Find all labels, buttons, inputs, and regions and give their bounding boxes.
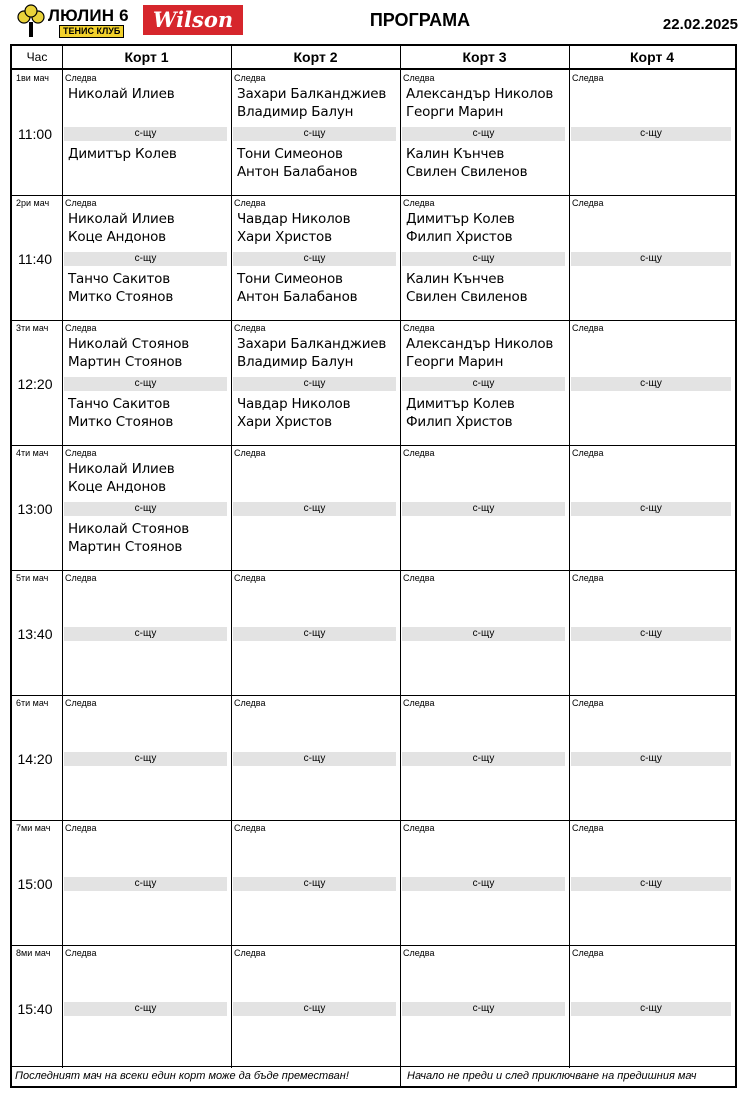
court-cell <box>400 195 569 320</box>
match-time: 11:40 <box>18 251 52 267</box>
player-name: Николай Илиев <box>68 211 175 227</box>
player-name: Танчо Сакитов <box>68 396 170 412</box>
player-name: Димитър Колев <box>68 146 177 162</box>
versus-label: с-щу <box>402 127 565 141</box>
next-label: Следва <box>403 198 435 208</box>
next-label: Следва <box>403 573 435 583</box>
versus-label: с-щу <box>233 1002 396 1016</box>
versus-label: с-щу <box>402 752 565 766</box>
next-label: Следва <box>65 823 97 833</box>
court-cell <box>231 695 400 820</box>
player-name: Николай Стоянов <box>68 336 190 352</box>
player-name: Николай Илиев <box>68 461 175 477</box>
player-name: Владимир Балун <box>237 354 354 370</box>
player-name: Димитър Колев <box>406 211 515 227</box>
versus-label: с-щу <box>233 502 396 516</box>
player-name: Александър Николов <box>406 86 554 102</box>
court-cell <box>400 820 569 945</box>
player-name: Калин Кънчев <box>406 271 505 287</box>
match-slot <box>12 570 62 695</box>
court-cell <box>62 320 231 445</box>
match-time: 13:00 <box>17 501 53 517</box>
next-label: Следва <box>572 823 604 833</box>
court-cell <box>569 570 735 695</box>
match-time: 14:20 <box>17 751 53 767</box>
versus-label: с-щу <box>571 752 731 766</box>
player-name: Чавдар Николов <box>237 211 351 227</box>
player-name: Николай Илиев <box>68 86 175 102</box>
player-name: Мартин Стоянов <box>68 539 183 555</box>
next-label: Следва <box>234 73 266 83</box>
versus-label: с-щу <box>571 127 731 141</box>
next-label: Следва <box>234 573 266 583</box>
versus-label: с-щу <box>233 752 396 766</box>
court-cell <box>62 820 231 945</box>
player-name: Антон Балабанов <box>237 164 358 180</box>
court-cell <box>231 820 400 945</box>
next-label: Следва <box>234 698 266 708</box>
next-label: Следва <box>403 823 435 833</box>
page-title: ПРОГРАМА <box>369 10 471 30</box>
versus-label: с-щу <box>402 502 565 516</box>
player-name: Николай Стоянов <box>68 521 190 537</box>
versus-label: с-щу <box>64 877 227 891</box>
match-slot <box>12 445 62 570</box>
court-column-header: Корт 4 <box>569 46 735 70</box>
player-name: Мартин Стоянов <box>68 354 183 370</box>
footer-note-left: Последният мач на всеки един корт може да бъде преместван! <box>12 1066 400 1086</box>
versus-label: с-щу <box>233 127 396 141</box>
next-label: Следва <box>572 573 604 583</box>
next-label: Следва <box>572 323 604 333</box>
match-time: 15:40 <box>17 1001 53 1017</box>
next-label: Следва <box>572 198 604 208</box>
court-cell <box>231 945 400 1070</box>
next-label: Следва <box>65 573 97 583</box>
versus-label: с-щу <box>402 1002 565 1016</box>
court-cell <box>400 695 569 820</box>
next-label: Следва <box>403 323 435 333</box>
versus-label: с-щу <box>64 127 227 141</box>
next-label: Следва <box>65 73 97 83</box>
court-cell <box>231 445 400 570</box>
next-label: Следва <box>65 948 97 958</box>
court-cell <box>62 570 231 695</box>
player-name: Свилен Свиленов <box>406 289 528 305</box>
court-column-header: Корт 1 <box>62 46 231 70</box>
player-name: Хари Христов <box>237 414 332 430</box>
next-label: Следва <box>234 448 266 458</box>
versus-label: с-щу <box>64 502 227 516</box>
player-name: Владимир Балун <box>237 104 354 120</box>
match-number: 4ти мач <box>16 448 49 458</box>
next-label: Следва <box>65 198 97 208</box>
next-label: Следва <box>234 323 266 333</box>
versus-label: с-щу <box>402 877 565 891</box>
versus-label: с-щу <box>571 377 731 391</box>
versus-label: с-щу <box>233 877 396 891</box>
hour-column-header: Час <box>12 46 62 70</box>
versus-label: с-щу <box>233 252 396 266</box>
next-label: Следва <box>65 323 97 333</box>
club-subtitle: ТЕНИС КЛУБ <box>59 25 124 38</box>
player-name: Коце Андонов <box>68 479 166 495</box>
court-cell <box>569 445 735 570</box>
match-number: 5ти мач <box>16 573 49 583</box>
player-name: Тони Симеонов <box>237 146 343 162</box>
next-label: Следва <box>572 948 604 958</box>
court-cell <box>62 195 231 320</box>
tennis-tree-icon <box>16 4 46 38</box>
footer-note-right: Начало не преди и след приключване на предишния мач <box>400 1066 735 1086</box>
player-name: Митко Стоянов <box>68 414 174 430</box>
match-slot <box>12 195 62 320</box>
next-label: Следва <box>572 448 604 458</box>
player-name: Георги Марин <box>406 354 504 370</box>
next-label: Следва <box>403 73 435 83</box>
next-label: Следва <box>234 198 266 208</box>
player-name: Коце Андонов <box>68 229 166 245</box>
player-name: Филип Христов <box>406 229 513 245</box>
court-cell <box>569 320 735 445</box>
court-cell <box>400 570 569 695</box>
next-label: Следва <box>572 73 604 83</box>
next-label: Следва <box>403 698 435 708</box>
player-name: Митко Стоянов <box>68 289 174 305</box>
player-name: Чавдар Николов <box>237 396 351 412</box>
match-number: 2ри мач <box>16 198 50 208</box>
page-header <box>0 0 750 40</box>
player-name: Захари Балканджиев <box>237 86 387 102</box>
court-cell <box>62 695 231 820</box>
court-cell <box>400 945 569 1070</box>
player-name: Хари Христов <box>237 229 332 245</box>
player-name: Танчо Сакитов <box>68 271 170 287</box>
court-cell <box>569 945 735 1070</box>
court-cell <box>569 695 735 820</box>
next-label: Следва <box>403 948 435 958</box>
match-slot <box>12 695 62 820</box>
versus-label: с-щу <box>64 752 227 766</box>
match-slot <box>12 820 62 945</box>
court-cell <box>569 70 735 195</box>
match-slot <box>12 945 62 1070</box>
match-slot <box>12 70 62 195</box>
versus-label: с-щу <box>571 502 731 516</box>
versus-label: с-щу <box>571 627 731 641</box>
match-number: 7ми мач <box>16 823 51 833</box>
club-logo <box>16 4 141 38</box>
next-label: Следва <box>572 698 604 708</box>
versus-label: с-щу <box>233 377 396 391</box>
match-number: 8ми мач <box>16 948 51 958</box>
next-label: Следва <box>65 448 97 458</box>
versus-label: с-щу <box>402 252 565 266</box>
player-name: Антон Балабанов <box>237 289 358 305</box>
match-number: 3ти мач <box>16 323 49 333</box>
player-name: Димитър Колев <box>406 396 515 412</box>
match-time: 11:00 <box>18 126 52 142</box>
versus-label: с-щу <box>64 627 227 641</box>
match-slot <box>12 320 62 445</box>
schedule-date: 22.02.2025 <box>662 16 738 33</box>
versus-label: с-щу <box>233 627 396 641</box>
versus-label: с-щу <box>402 377 565 391</box>
next-label: Следва <box>403 448 435 458</box>
player-name: Александър Николов <box>406 336 554 352</box>
court-cell <box>400 70 569 195</box>
versus-label: с-щу <box>64 1002 227 1016</box>
versus-label: с-щу <box>64 252 227 266</box>
next-label: Следва <box>234 823 266 833</box>
player-name: Тони Симеонов <box>237 271 343 287</box>
club-name: ЛЮЛИН 6 <box>48 6 129 25</box>
match-number: 6ти мач <box>16 698 49 708</box>
next-label: Следва <box>234 948 266 958</box>
next-label: Следва <box>65 698 97 708</box>
versus-label: с-щу <box>571 252 731 266</box>
court-cell <box>400 320 569 445</box>
court-cell <box>569 195 735 320</box>
court-cell <box>231 570 400 695</box>
schedule-table <box>10 44 737 1088</box>
match-time: 13:40 <box>17 626 53 642</box>
court-cell <box>62 945 231 1070</box>
player-name: Калин Кънчев <box>406 146 505 162</box>
sponsor-logo: Wilson <box>143 5 243 35</box>
court-column-header: Корт 3 <box>400 46 569 70</box>
player-name: Захари Балканджиев <box>237 336 387 352</box>
match-number: 1ви мач <box>16 73 49 83</box>
court-cell <box>231 70 400 195</box>
player-name: Свилен Свиленов <box>406 164 528 180</box>
court-cell <box>231 195 400 320</box>
versus-label: с-щу <box>64 377 227 391</box>
player-name: Георги Марин <box>406 104 504 120</box>
court-cell <box>569 820 735 945</box>
player-name: Филип Христов <box>406 414 513 430</box>
versus-label: с-щу <box>402 627 565 641</box>
court-cell <box>400 445 569 570</box>
court-cell <box>62 445 231 570</box>
court-cell <box>231 320 400 445</box>
match-time: 15:00 <box>17 876 53 892</box>
court-cell <box>62 70 231 195</box>
versus-label: с-щу <box>571 877 731 891</box>
match-time: 12:20 <box>17 376 53 392</box>
versus-label: с-щу <box>571 1002 731 1016</box>
court-column-header: Корт 2 <box>231 46 400 70</box>
